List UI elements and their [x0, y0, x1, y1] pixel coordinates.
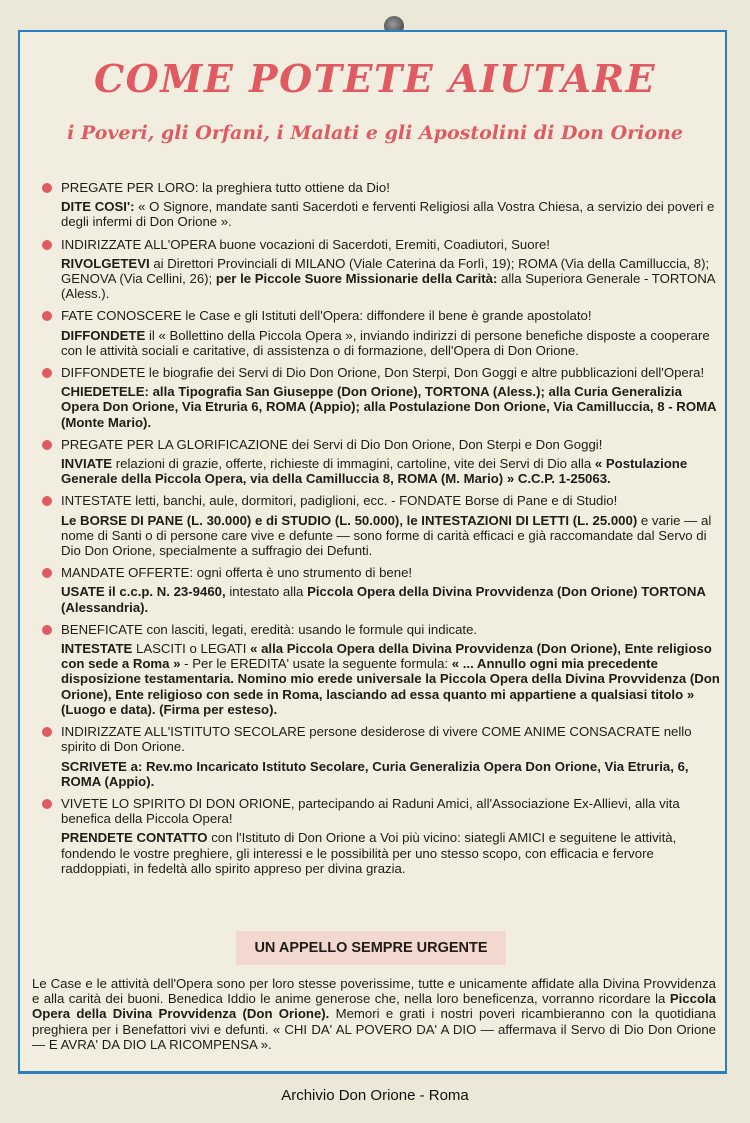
list-item — [36, 724, 720, 789]
list-item — [36, 437, 720, 487]
item-body: Le BORSE DI PANE (L. 30.000) e di STUDIO (L. 50.000), le INTESTAZIONI DI LETTI (L. 25.000) e varie — al nome di Santi o di persone care vive e defunte — sono forme di carità efficaci e già raccomandate dal Servo di Dio Don Orione, specialmente a suffragio dei Defunti. — [61, 512, 712, 559]
item-body: RIVOLGETEVI ai Direttori Provinciali di MILANO (Viale Caterina da Forlì, 19); ROMA (Via della Camilluccia, 8); GENOVA (Via Cellini, 26); per le Piccole Suore Missionarie della Carità: alla Superiora Generale - TORTONA (Aless.). — [61, 255, 715, 302]
item-heading: INDIRIZZATE ALL'OPERA buone vocazioni di Sacerdoti, Eremiti, Coadiutori, Suore! — [61, 236, 550, 252]
list-item — [36, 622, 720, 717]
item-heading: FATE CONOSCERE le Case e gli Istituti dell'Opera: diffondere il bene è grande apostolato! — [61, 308, 592, 324]
item-heading: BENEFICATE con lasciti, legati, eredità: usando le formule qui indicate. — [61, 621, 478, 637]
item-body: SCRIVETE a: Rev.mo Incaricato Istituto Secolare, Curia Generalizia Opera Don Orione, Via Etruria, 6, ROMA (Appio). — [61, 758, 689, 789]
list-item — [36, 237, 720, 302]
page-subtitle: i Poveri, gli Orfani, i Malati e gli Apostolini di Don Orione — [67, 122, 683, 144]
page-title: COME POTETE AIUTARE — [93, 56, 657, 101]
list-item — [36, 365, 720, 430]
item-heading: DIFFONDETE le biografie dei Servi di Dio Don Orione, Don Sterpi, Don Goggi e altre pubblicazioni dell'Opera! — [61, 365, 705, 381]
bullet-icon — [42, 368, 52, 378]
bullet-icon — [42, 727, 52, 737]
list-item — [36, 565, 720, 615]
list-item — [36, 493, 720, 558]
bullet-icon — [42, 183, 52, 193]
bullet-icon — [42, 568, 52, 578]
item-heading: PREGATE PER LA GLORIFICAZIONE dei Servi di Dio Don Orione, Don Sterpi e Don Goggi! — [61, 436, 603, 452]
bullet-icon — [42, 440, 52, 450]
archive-caption: Archivio Don Orione - Roma — [281, 1087, 469, 1104]
item-body: USATE il c.c.p. N. 23-9460, intestato alla Piccola Opera della Divina Provvidenza (Don Orione) TORTONA (Alessandria). — [61, 584, 706, 615]
item-heading: INTESTATE letti, banchi, aule, dormitori, padiglioni, ecc. - FONDATE Borse di Pane e di Studio! — [61, 493, 618, 509]
bullet-icon — [42, 311, 52, 321]
bullet-icon — [42, 240, 52, 250]
item-heading: VIVETE LO SPIRITO DI DON ORIONE, partecipando ai Raduni Amici, all'Associazione Ex-Allievi, alla vita benefica della Piccola Opera! — [61, 795, 680, 827]
item-heading: MANDATE OFFERTE: ogni offerta è uno strumento di bene! — [61, 565, 413, 581]
appeal-list — [36, 180, 720, 883]
urgent-appeal-banner: UN APPELLO SEMPRE URGENTE — [236, 931, 506, 965]
item-heading: INDIRIZZATE ALL'ISTITUTO SECOLARE persone desiderose di vivere COME ANIME CONSACRATE nello spirito di Don Orione. — [61, 724, 692, 755]
item-body: CHIEDETELE: alla Tipografia San Giuseppe (Don Orione), TORTONA (Aless.); alla Curia Generalizia Opera Don Orione, Via Etruria 6, ROMA (Appio); alla Postulazione Don Orione, Via Camilluccia, 8 - ROMA (Monte Mario). — [61, 384, 717, 430]
item-body: PRENDETE CONTATTO con l'Istituto di Don Orione a Voi più vicino: siategli AMICI e seguitene le attività, fondendo le vostre preghiere, gli interessi e le possibilità per uno stesso scopo, con efficacia e fervore raddoppiati, in fedeltà allo spirito appreso per divina grazia. — [61, 830, 677, 876]
bullet-icon — [42, 799, 52, 809]
item-body: INVIATE relazioni di grazie, offerte, richieste di immagini, cartoline, vite dei Servi di Dio alla « Postulazione Generale della Piccola Opera, via della Camilluccia 8, ROMA (M. Mario) » C.C.P. 1-25063. — [61, 456, 688, 487]
bullet-icon — [42, 625, 52, 635]
bullet-icon — [42, 496, 52, 506]
item-body: DIFFONDETE il « Bollettino della Piccola Opera », inviando indirizzi di persone benefiche disposte a cooperare con le attività sociali e caritative, di assistenza o di formazione, dell'Opera di Don Orione. — [61, 327, 710, 358]
list-item — [36, 308, 720, 358]
closing-paragraph: Le Case e le attività dell'Opera sono per loro stesse poverissime, tutte e unicamente affidate alla Divina Provvidenza e alla carità dei buoni. Benedica Iddio le anime generose che, nella loro beneficenza, vorranno ricordare la Piccola Opera della Divina Provvidenza (Don Orione). Memori e grati i nostri poveri ricambieranno con la quotidiana preghiera per i Benefattori vivi e defunti. « CHI DA' AL POVERO DA' A DIO — affermava il Servo di Dio Don Orione — E AVRA' DA DIO LA RICOMPENSA ». — [32, 976, 716, 1052]
item-body: INTESTATE LASCITI o LEGATI « alla Piccola Opera della Divina Provvidenza (Don Orione), Ente religioso con sede a Roma » - Per le EREDITA' usate la seguente formula: « ... Annullo ogni mia precedente disposizione testamentaria. Nomino mio erede universale la Piccola Opera della Divina Provvidenza (Don Orione), Ente religioso con sede in Roma, lasciando ad essa quanto mi appartiene a qualsiasi titolo » (Luogo e data). (Firma per esteso). — [61, 641, 720, 717]
list-item — [36, 796, 720, 876]
item-body: DITE COSI': « O Signore, mandate santi Sacerdoti e ferventi Religiosi alla Vostra Chiesa, a servizio dei poveri e degli infermi di Don Orione ». — [61, 199, 715, 230]
item-heading: PREGATE PER LORO: la preghiera tutto ottiene da Dio! — [61, 180, 390, 195]
list-item — [36, 180, 720, 230]
